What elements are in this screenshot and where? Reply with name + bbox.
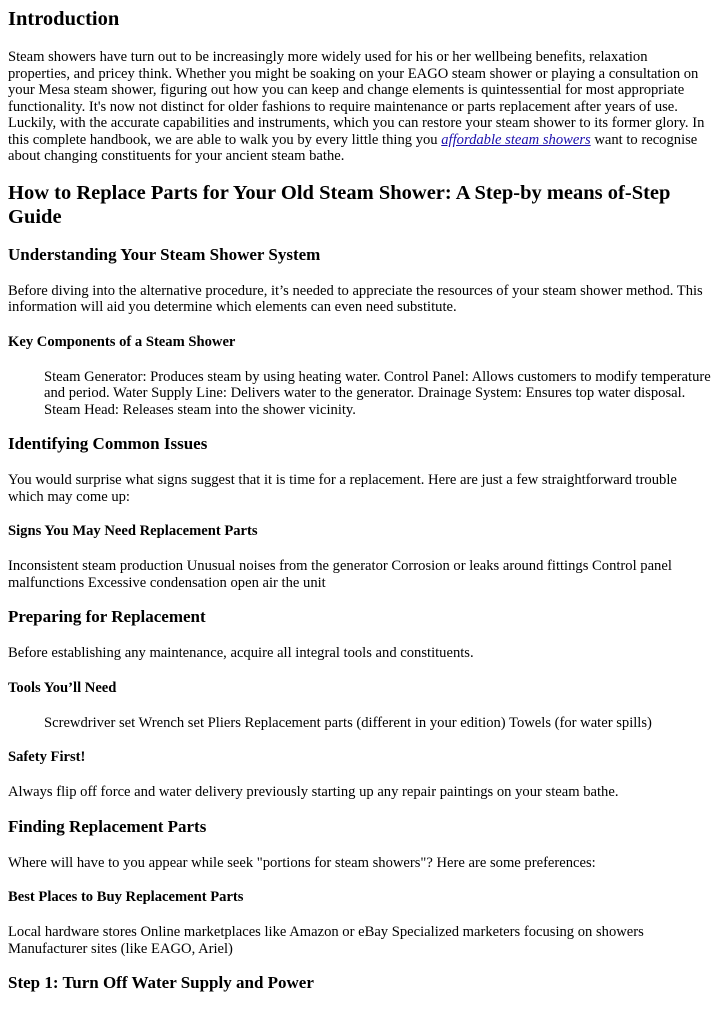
preparing-heading: Preparing for Replacement (8, 607, 206, 626)
intro-paragraph (8, 49, 712, 165)
step-1-heading: Step 1: Turn Off Water Supply and Power (8, 973, 314, 992)
finding-parts-paragraph: Where will have to you appear while seek "portions for steam showers"? Here are some preferences: (8, 854, 596, 871)
best-places-list: Local hardware stores Online marketplaces like Amazon or eBay Specialized marketers focusing on showers Manufacturer sites (like EAGO, Ariel) (8, 924, 644, 957)
preparing-paragraph: Before establishing any maintenance, acquire all integral tools and constituents. (8, 645, 474, 661)
intro-text-before-link: Steam showers have turn out to be increasingly more widely used for his or her wellbeing benefits, relaxation properties, and pricey think. Whether you might be soaking on your EAGO steam shower or playing a consultation on your Mesa steam shower, figuring out how you can keep and change elements is quintessential for most appropriate functionality. It's now not distinct for older fashions to require maintenance or parts replacement after years of use. Luckily, with the accurate capabilities and instruments, which you can restore your steam shower to its former glory. In this complete handbook, we are able to walk you by every little thing you (8, 49, 705, 148)
finding-parts-heading: Finding Replacement Parts (8, 816, 207, 836)
signs-list: Inconsistent steam production Unusual noises from the generator Corrosion or leaks around fittings Control panel malfunctions Excessive condensation open air the unit (8, 558, 672, 591)
common-issues-paragraph: You would surprise what signs suggest that it is time for a replacement. Here are just a few straightforward trouble which may come up: (8, 472, 677, 505)
understanding-paragraph: Before diving into the alternative procedure, it’s needed to appreciate the resources of your steam shower method. This information will aid you determine which elements can even need substitute. (8, 282, 703, 315)
safety-heading: Safety First! (8, 749, 86, 765)
common-issues-heading: Identifying Common Issues (8, 434, 208, 453)
key-components-list: Steam Generator: Produces steam by using heating water. Control Panel: Allows customers to modify temperature and period. Water Supply Line: Delivers water to the generator. Drainage System: Ensures top water disposal. Steam Head: Releases steam into the shower vicinity. (44, 368, 711, 418)
tools-list: Screwdriver set Wrench set Pliers Replacement parts (different in your edition) Towels (for water spills) (44, 714, 652, 731)
safety-paragraph: Always flip off force and water delivery previously starting up any repair paintings on your steam bathe. (8, 784, 619, 800)
intro-text-after-link: want to recognise about changing constituents for your ancient steam bathe. (8, 131, 698, 164)
understanding-heading: Understanding Your Steam Shower System (8, 244, 321, 264)
intro-heading: Introduction (8, 8, 120, 30)
affordable-steam-showers-link[interactable]: affordable steam showers (441, 131, 591, 148)
article (0, 7, 720, 993)
key-components-heading: Key Components of a Steam Shower (8, 333, 236, 350)
tools-heading: Tools You’ll Need (8, 679, 117, 696)
best-places-heading: Best Places to Buy Replacement Parts (8, 889, 244, 905)
guide-heading: How to Replace Parts for Your Old Steam Shower: A Step-by means of-Step Guide (8, 181, 671, 228)
signs-heading: Signs You May Need Replacement Parts (8, 523, 258, 539)
